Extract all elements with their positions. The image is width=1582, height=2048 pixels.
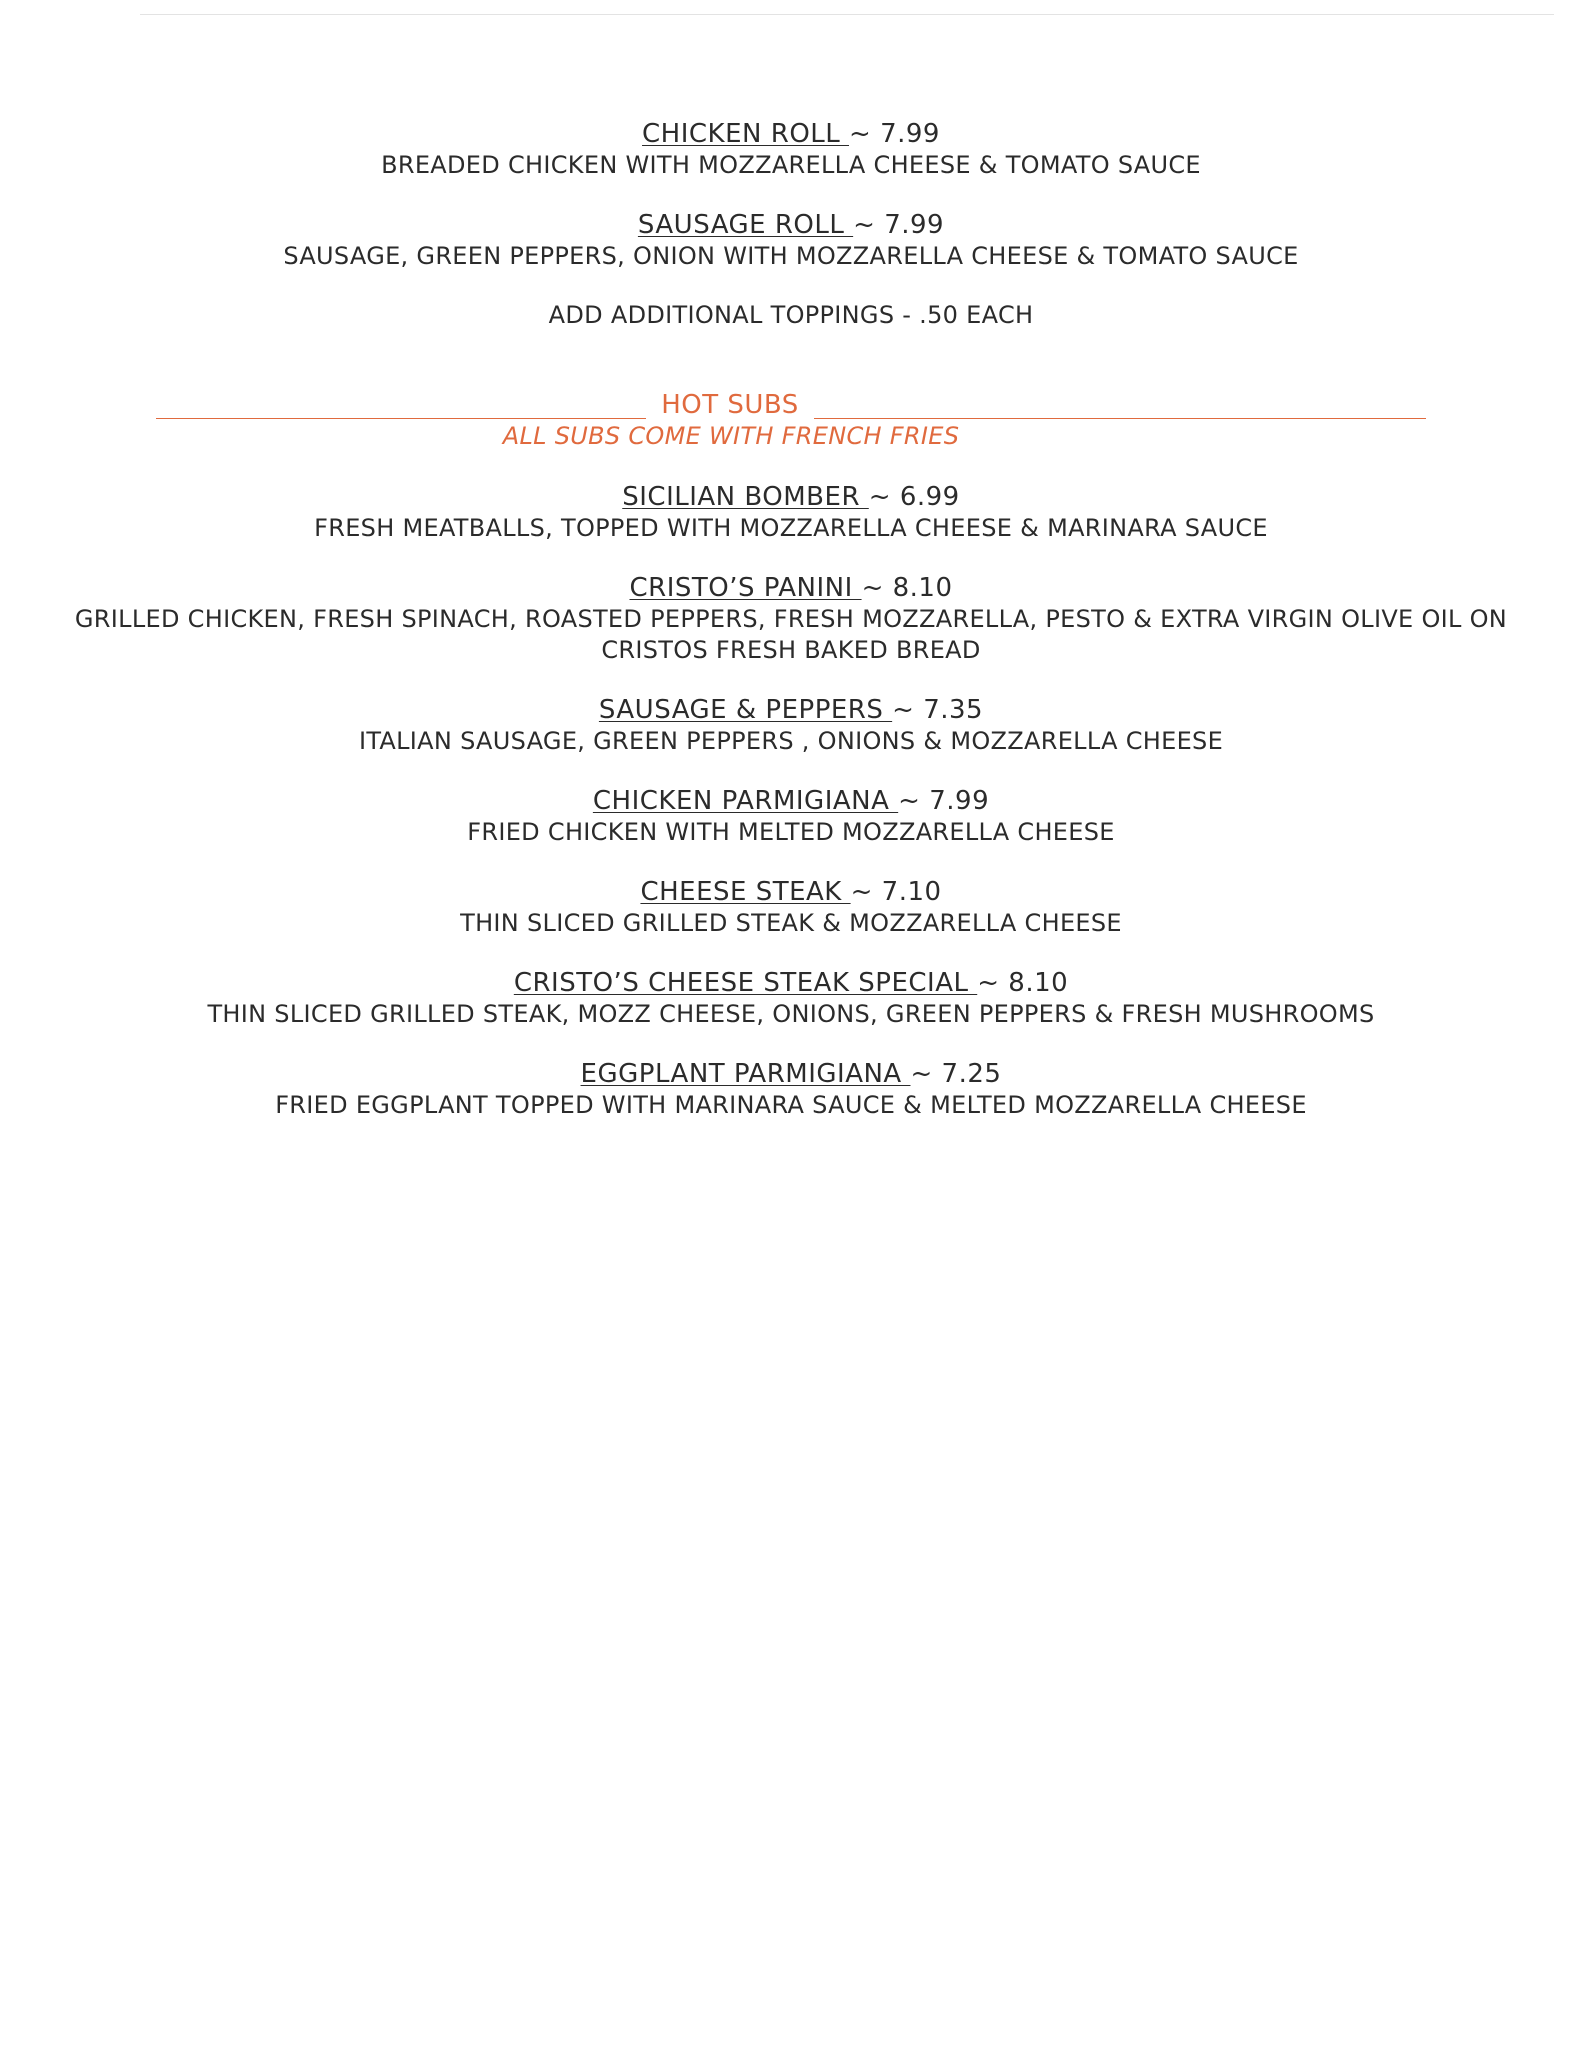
menu-item-name: SAUSAGE & PEPPERS bbox=[598, 695, 893, 725]
menu-item-name: CHICKEN ROLL bbox=[642, 119, 850, 149]
menu-item-description: BREADED CHICKEN WITH MOZZARELLA CHEESE & TOMATO SAUCE bbox=[381, 151, 1201, 179]
menu-item-title bbox=[0, 481, 1582, 513]
menu-item-name: CRISTO’S PANINI bbox=[629, 573, 862, 603]
menu-item-description: GRILLED CHICKEN, FRESH SPINACH, ROASTED PEPPERS, FRESH MOZZARELLA, PESTO & EXTRA VIRGIN OLIVE OIL ON CRISTOS FRESH BAKED BREAD bbox=[74, 605, 1508, 664]
menu-item-title bbox=[0, 876, 1582, 908]
hot-subs-section-header bbox=[0, 389, 1582, 451]
menu-item-name: SAUSAGE ROLL bbox=[637, 210, 854, 240]
menu-item-description: FRIED CHICKEN WITH MELTED MOZZARELLA CHEESE bbox=[467, 818, 1115, 846]
menu-item-name: CHICKEN PARMIGIANA bbox=[592, 786, 899, 816]
menu-item-name: CRISTO’S CHEESE STEAK SPECIAL bbox=[513, 968, 978, 998]
menu-item-cristos-panini bbox=[0, 572, 1582, 666]
menu-item-price: ~ 7.99 bbox=[898, 786, 990, 816]
menu-item-price: ~ 7.25 bbox=[910, 1059, 1002, 1089]
section-subtitle: ALL SUBS COME WITH FRENCH FRIES bbox=[502, 422, 960, 450]
menu-item-description: FRIED EGGPLANT TOPPED WITH MARINARA SAUCE & MELTED MOZZARELLA CHEESE bbox=[275, 1091, 1307, 1119]
menu-item-title bbox=[0, 572, 1582, 604]
menu-item-sicilian-bomber bbox=[0, 481, 1582, 544]
menu-item-description: THIN SLICED GRILLED STEAK, MOZZ CHEESE, ONIONS, GREEN PEPPERS & FRESH MUSHROOMS bbox=[207, 1000, 1375, 1028]
menu-item-price: ~ 8.10 bbox=[861, 573, 953, 603]
menu-item-price: ~ 7.99 bbox=[853, 210, 945, 240]
menu-item-name: CHEESE STEAK bbox=[640, 877, 851, 907]
menu-item-price: ~ 6.99 bbox=[868, 482, 960, 512]
menu-item-title bbox=[0, 694, 1582, 726]
menu-item-title bbox=[0, 209, 1582, 241]
menu-item-description: FRESH MEATBALLS, TOPPED WITH MOZZARELLA CHEESE & MARINARA SAUCE bbox=[314, 514, 1268, 542]
section-title: HOT SUBS bbox=[661, 390, 799, 420]
menu-item-description: THIN SLICED GRILLED STEAK & MOZZARELLA CHEESE bbox=[460, 909, 1122, 937]
menu-item-name: EGGPLANT PARMIGIANA bbox=[580, 1059, 911, 1089]
menu-item-description: ITALIAN SAUSAGE, GREEN PEPPERS , ONIONS & MOZZARELLA CHEESE bbox=[358, 727, 1224, 755]
menu-item-title bbox=[0, 1058, 1582, 1090]
menu-item-eggplant-parmigiana bbox=[0, 1058, 1582, 1121]
menu-item-name: SICILIAN BOMBER bbox=[622, 482, 869, 512]
toppings-note: ADD ADDITIONAL TOPPINGS - .50 EACH bbox=[548, 301, 1034, 329]
menu-page bbox=[0, 118, 1582, 1149]
menu-item-price: ~ 8.10 bbox=[977, 968, 1069, 998]
menu-item-title bbox=[0, 967, 1582, 999]
menu-item-chicken-parmigiana bbox=[0, 785, 1582, 848]
menu-item-cheese-steak bbox=[0, 876, 1582, 939]
menu-item-chicken-roll bbox=[0, 118, 1582, 181]
menu-item-title bbox=[0, 118, 1582, 150]
menu-item-sausage-roll bbox=[0, 209, 1582, 272]
section-heading-row bbox=[156, 389, 1426, 421]
menu-item-price: ~ 7.99 bbox=[849, 119, 940, 149]
section-rule-right bbox=[814, 418, 1426, 420]
menu-item-description: SAUSAGE, GREEN PEPPERS, ONION WITH MOZZARELLA CHEESE & TOMATO SAUCE bbox=[283, 242, 1299, 270]
menu-item-title bbox=[0, 785, 1582, 817]
top-divider bbox=[140, 14, 1554, 15]
menu-item-price: ~ 7.35 bbox=[892, 695, 984, 725]
section-rule-left bbox=[156, 418, 646, 420]
menu-item-price: ~ 7.10 bbox=[850, 877, 942, 907]
menu-item-cristos-cheese-steak-special bbox=[0, 967, 1582, 1030]
menu-item-sausage-peppers bbox=[0, 694, 1582, 757]
